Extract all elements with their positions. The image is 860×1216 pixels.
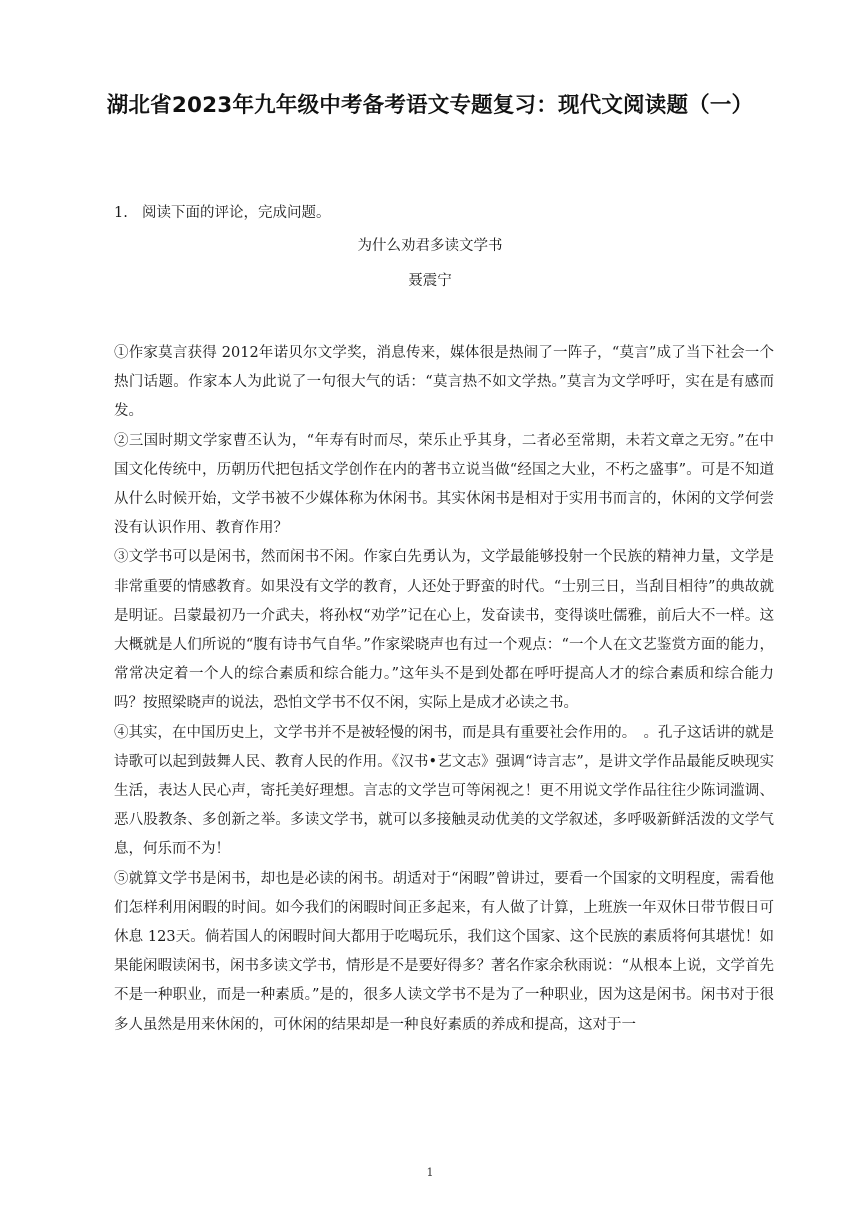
paragraph-3: ③文学书可以是闲书，然而闲书不闲。作家白先勇认为，文学最能够投射一个民族的精神力量，文学是非常重要的情感教育。如果没有文学的教育，人还处于野蛮的时代。“士别三日，当刮目相待”的典故就是明证。吕蒙最初乃一介武夫，将孙权“劝学”记在心上，发奋读书，变得谈吐儒雅，前后大不一样。这大概就是人们所说的“腹有诗书气自华。”作家梁晓声也有过一个观点：“一个人在文艺鉴赏方面的能力，常常决定着一个人的综合素质和综合能力。”这年头不是到处都在呼吁提高人才的综合素质和综合能力吗？按照梁晓声的说法，恐怕文学书不仅不闲，实际上是成才必读之书。 [114, 549, 774, 712]
article-author: 聂震宁 [408, 273, 452, 289]
paragraph-1: ①作家莫言获得 2012年诺贝尔文学奖，消息传来，媒体很是热闹了一阵子，“莫言”成了当下社会一个热门话题。作家本人为此说了一句很大气的话：“莫言热不如文学热。”莫言为文学呼吁，实在是有感而发。 [114, 345, 774, 420]
paragraph-5: ⑤就算文学书是闲书，却也是必读的闲书。胡适对于“闲暇”曾讲过，要看一个国家的文明程度，需看他们怎样利用闲暇的时间。如今我们的闲暇时间正多起来，有人做了计算，上班族一年双休日带节假日可休息 123天。倘若国人的闲暇时间大都用于吃喝玩乐，我们这个国家、这个民族的素质将何其堪忧！如果能闲暇读闲书，闲书多读文学书，情形是不是要好得多？著名作家余秋雨说：“从根本上说，文学首先不是一种职业，而是一种素质。”是的，很多人读文学书不是为了一种职业，因为这是闲书。闲书对于很多人虽然是用来休闲的，可休闲的结果却是一种良好素质的养成和提高，这对于一 [114, 870, 774, 1033]
page-number: 1 [426, 1166, 434, 1179]
question-number: 1. [114, 205, 128, 221]
document-title: 湖北省2023年九年级中考备考语文专题复习：现代文阅读题（一） [106, 93, 754, 118]
article-body [114, 339, 774, 1040]
article-title: 为什么劝君多读文学书 [357, 238, 503, 254]
paragraph-2: ②三国时期文学家曹丕认为，“年寿有时而尽，荣乐止乎其身，二者必至常期，未若文章之无穷。”在中国文化传统中，历朝历代把包括文学创作在内的著书立说当做“经国之大业，不朽之盛事”。可是不知道从什么时候开始，文学书被不少媒体称为休闲书。其实休闲书是相对于实用书而言的，休闲的文学何尝没有认识作用、教育作用？ [114, 432, 774, 537]
paragraph-4: ④其实，在中国历史上，文学书并不是被轻慢的闲书，而是具有重要社会作用的。 。孔子这话讲的就是诗歌可以起到鼓舞人民、教育人民的作用。《汉书•艺文志》强调“诗言志”，是讲文学作品最能反映现实生活，表达人民心声，寄托美好理想。言志的文学岂可等闲视之！更不用说文学作品往往少陈词滥调、恶八股教条、多创新之举。多读文学书，就可以多接触灵动优美的文学叙述，多呼吸新鲜活泼的文学气息，何乐而不为！ [114, 724, 774, 858]
question-text: 阅读下面的评论，完成问题。 [142, 205, 331, 221]
question-prompt [114, 203, 331, 223]
